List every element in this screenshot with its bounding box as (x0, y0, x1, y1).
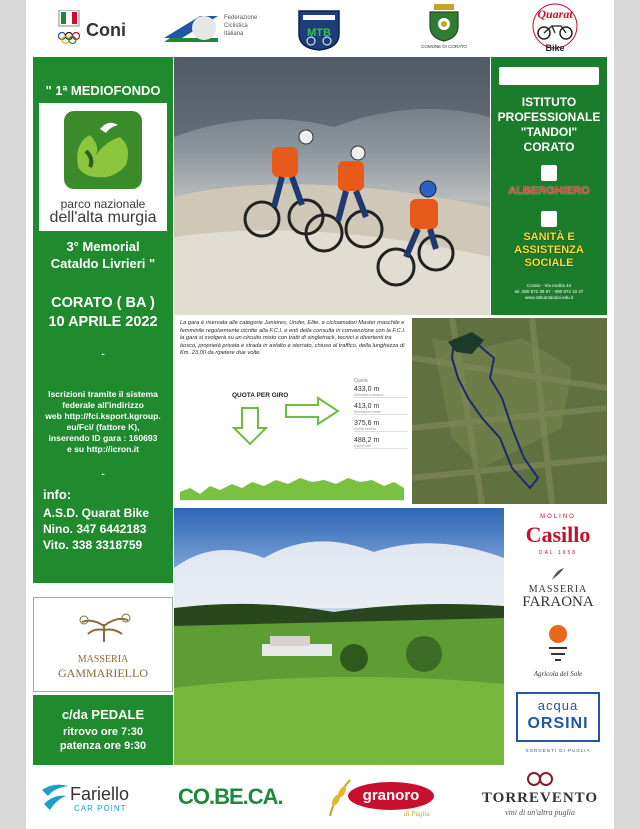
info-label: info: (43, 487, 72, 502)
svg-text:MTB: MTB (307, 27, 331, 39)
cyclists-illustration (174, 57, 490, 315)
acqua-orsini-logo (506, 688, 610, 758)
fariello-name: Fariello (70, 784, 130, 804)
svg-text:Bike: Bike (545, 43, 565, 53)
masseria-line-2: GAMMARIELLO (58, 666, 148, 680)
altitude-caption: Quota max (354, 444, 372, 448)
altitude-value: 488,2 m (354, 437, 380, 444)
fci-line-1: Federazione (224, 15, 258, 21)
school-line-3: "TANDOI" (520, 125, 578, 139)
address-line-1: Corato - Via Andria 44 (526, 283, 572, 288)
health-line-2: ASSISTENZA (514, 244, 584, 256)
school-branch-health (491, 231, 607, 270)
memorial-line-2: Cataldo Livrieri " (50, 256, 156, 271)
sun-logo-icon (543, 624, 573, 664)
casillo-bottom: DAL 1958 (538, 550, 578, 556)
contact-nino: Nino. 347 6442183 (43, 522, 147, 536)
race-description: La gara è riservata alle categorie Juniores, Under, Elite, e cicloamatori Master maschile e femminile regolarmente iscritte alla F.C.I. e enti della consulta in convenzione con la F.C.I. la gara si svolgerà su un circuito misto con tratti di singletrack, tecnici e divertenti tra bosco, proprietà privata e strada in asfalto e sterrato, chiuso al traffico, della lunghezza di Km. 23,00 da ripetere due volte. (180, 320, 406, 357)
arrow-right-icon (284, 396, 340, 426)
venue-meet-time: ritrovo ore 7:30 (62, 726, 144, 738)
granoro-sub: di Puglia (404, 810, 430, 818)
address-line-2: tel. 080 872 39 97 - 080 872 10 47 (514, 289, 584, 294)
altitude-caption: Altitudine massima (354, 393, 384, 397)
altitude-table (354, 378, 408, 449)
cobeca-logo (172, 782, 292, 812)
coni-emblem-icon (56, 10, 82, 48)
coni-label: Coni (86, 20, 126, 40)
separator-dash-1: - (101, 349, 105, 360)
svg-text:Quarat: Quarat (537, 7, 573, 21)
agricola-del-sole-logo (506, 624, 610, 686)
hospitality-icon (541, 165, 557, 181)
torrevento-sub: vini di un'altra puglia (505, 808, 575, 817)
landscape-illustration (174, 508, 504, 765)
faraona-line-2: FARAONA (522, 594, 594, 610)
registration-line-4: eu/Fci/ (fattore K), (66, 422, 140, 432)
casillo-name: Casillo (525, 522, 591, 547)
route-map (412, 318, 607, 504)
registration-line-3: web http://fci.ksport.kgroup. (45, 411, 161, 421)
fci-logo (160, 10, 280, 48)
torrevento-logo (470, 770, 610, 822)
corato-coat-of-arms (418, 4, 470, 54)
fariello-sub: CAR POINT (74, 804, 127, 813)
fariello-swoosh-icon (40, 782, 70, 812)
fariello-logo (40, 778, 164, 818)
separator-dash-2: - (101, 469, 105, 480)
orsini-sub: SORGENTI DI PUGLIA (525, 748, 591, 753)
school-logos-strip (499, 67, 599, 85)
contact-block (43, 505, 149, 553)
altitude-value: 433,0 m (354, 386, 380, 393)
race-info-box (174, 316, 410, 506)
memorial-line-1: 3° Memorial (66, 239, 140, 254)
granoro-logo (324, 774, 444, 824)
venue-landscape-photo (174, 508, 504, 765)
olive-tree-icon (64, 604, 144, 644)
school-name (491, 95, 607, 155)
altitude-value: 413,0 m (354, 403, 380, 410)
team-badge-logo (296, 8, 342, 52)
fci-line-3: Italiana (224, 31, 244, 37)
event-location: CORATO ( BA ) (51, 295, 155, 311)
venue-place: c/da PEDALE (61, 707, 145, 722)
agricola-label: Agricola del Sole (533, 670, 583, 678)
address-line-3: www.istitutotandoi.edu.it (524, 295, 574, 300)
casillo-top: MOLINO (540, 514, 576, 520)
school-line-4: CORATO (523, 140, 575, 154)
masseria-faraona-logo (506, 566, 610, 624)
park-emblem-icon (60, 107, 146, 193)
coat-of-arms-icon (426, 4, 462, 42)
altitude-row (354, 420, 408, 432)
fci-line-2: Ciclistica (224, 23, 248, 29)
alta-murgia-park-logo (39, 103, 167, 231)
health-icon (541, 211, 557, 227)
altitude-caption: Elevazione totale (354, 410, 381, 414)
altitude-row (354, 403, 408, 415)
masseria-line-1: MASSERIA (77, 654, 129, 665)
registration-info (33, 389, 173, 455)
school-branch-hospitality: ALBERGHIERO (508, 185, 590, 197)
health-line-3: SOCIALE (524, 257, 574, 269)
event-date: 10 APRILE 2022 (48, 314, 158, 330)
contact-club: A.S.D. Quarat Bike (43, 506, 150, 520)
event-poster (26, 0, 614, 829)
quarat-bike-icon (530, 2, 580, 54)
registration-line-6: e su http://icron.it (66, 444, 140, 454)
altitude-value: 375,6 m (354, 420, 380, 427)
route-map-illustration (412, 318, 607, 504)
school-panel (491, 57, 607, 315)
contact-vito: Vito. 338 3318759 (43, 538, 143, 552)
team-shield-icon (296, 8, 342, 52)
altitude-label: QUOTA PER GIRO (232, 392, 289, 399)
feather-icon (550, 566, 566, 582)
coni-logo (56, 10, 148, 50)
masseria-gammariello-logo (33, 597, 173, 692)
casillo-logo (506, 510, 610, 564)
torrevento-rings-icon (525, 770, 555, 788)
faraona-line-1: MASSERIA (528, 584, 588, 595)
altitude-caption: Quota minima (354, 427, 376, 431)
altitude-header: Quota (354, 378, 368, 384)
fci-flag-icon (160, 14, 222, 44)
acqua-label: acqua (537, 698, 579, 713)
granoro-name: granoro (362, 787, 420, 804)
venue-info-panel (33, 695, 173, 765)
park-name-line-1: parco nazionale (60, 197, 146, 211)
registration-line-2: federale all'indirizzo (62, 400, 144, 410)
altitude-row (354, 386, 408, 398)
park-name-line-2: dell'alta murgia (49, 209, 157, 226)
altitude-row (354, 437, 408, 449)
registration-line-1: Iscrizioni tramite il sistema (48, 389, 158, 399)
school-line-2: PROFESSIONALE (497, 110, 601, 124)
elevation-profile (180, 470, 404, 502)
orsini-label: ORSINI (527, 715, 589, 732)
school-address (491, 283, 607, 301)
cyclists-photo (174, 57, 490, 315)
cobeca-name: CO.BE.CA. (178, 784, 283, 809)
municipality-caption: COMUNE DI CORATO (421, 44, 467, 49)
school-line-1: ISTITUTO (521, 95, 577, 109)
registration-line-5: inserendo ID gara : 160693 (48, 433, 158, 443)
event-info-panel (33, 57, 173, 583)
arrow-down-icon (230, 406, 270, 446)
venue-start-time: patenza ore 9:30 (59, 740, 147, 752)
health-line-1: SANITÀ E (523, 231, 575, 243)
quarat-bike-logo (530, 2, 580, 54)
torrevento-name: TORREVENTO (481, 790, 599, 806)
event-title: " 1ª MEDIOFONDO (45, 83, 161, 98)
